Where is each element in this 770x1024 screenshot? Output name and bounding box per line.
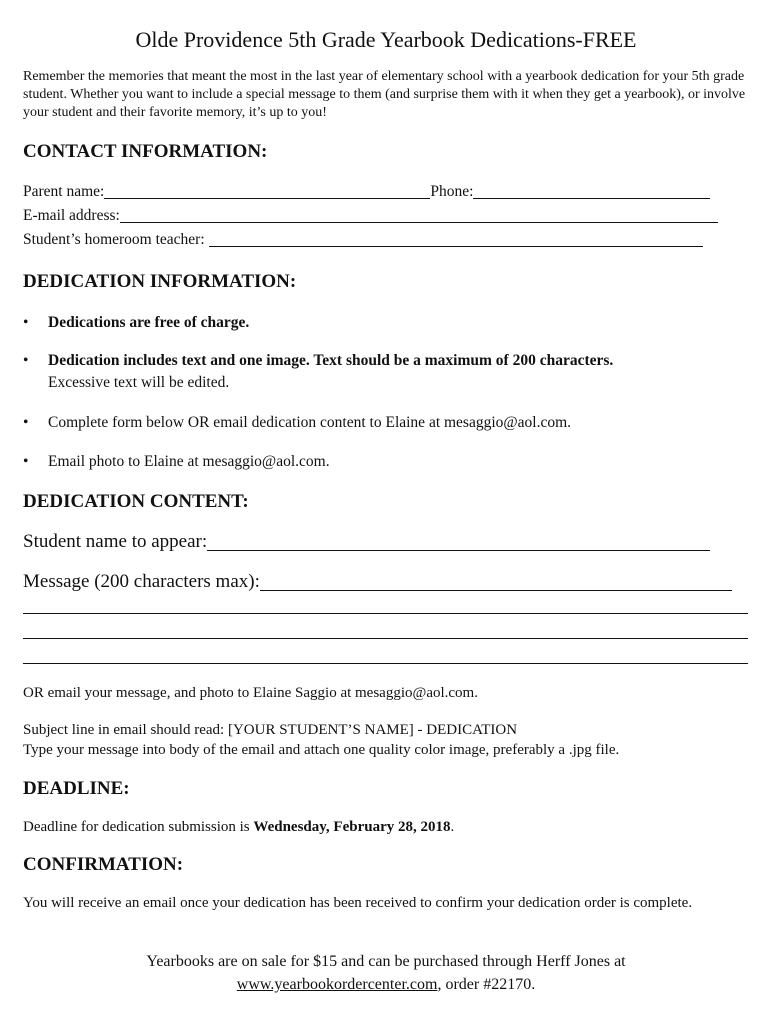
page-title: Olde Providence 5th Grade Yearbook Dedications-FREE xyxy=(135,27,637,52)
type-message-text: Type your message into body of the email and attach one quality color image, preferably a .jpg file. xyxy=(23,742,620,758)
teacher-row xyxy=(23,228,703,250)
parent-name-label: Parent name: xyxy=(23,183,105,200)
message-line-4[interactable] xyxy=(23,663,748,664)
parent-phone-row xyxy=(23,180,710,202)
bullet-text: Dedications are free of charge. xyxy=(48,314,250,331)
bullet-icon: • xyxy=(23,352,29,369)
subject-line-text: Subject line in email should read: [YOUR STUDENT’S NAME] - DEDICATION xyxy=(23,722,518,738)
dedication-info-heading: DEDICATION INFORMATION: xyxy=(23,271,297,292)
message-line-2[interactable] xyxy=(23,613,748,614)
bullet-rest-text: Excessive text will be edited. xyxy=(48,374,230,391)
deadline-suffix: . xyxy=(450,819,455,835)
message-field[interactable] xyxy=(260,570,732,591)
dedication-content-heading: DEDICATION CONTENT: xyxy=(23,491,249,512)
message-row xyxy=(23,570,732,594)
confirmation-text: You will receive an email once your dedication has been received to confirm your dedication order is complete. xyxy=(23,895,693,911)
phone-field[interactable] xyxy=(473,182,710,199)
order-center-link[interactable]: www.yearbookordercenter.com xyxy=(236,976,438,993)
footer-line: Yearbooks are on sale for $15 and can be purchased through Herff Jones at xyxy=(146,953,626,970)
bullet-text xyxy=(48,350,738,394)
student-name-row xyxy=(23,530,710,554)
deadline-heading: DEADLINE: xyxy=(23,778,130,799)
bullet-text: Email photo to Elaine at mesaggio@aol.com. xyxy=(48,453,330,470)
message-line-3[interactable] xyxy=(23,638,748,639)
email-row xyxy=(23,204,718,226)
teacher-field[interactable] xyxy=(209,230,703,247)
bullet-icon: • xyxy=(23,453,29,470)
deadline-prefix: Deadline for dedication submission is xyxy=(23,819,254,835)
deadline-text xyxy=(23,817,749,837)
student-name-field[interactable] xyxy=(207,530,710,551)
footer-link-line xyxy=(23,973,749,996)
parent-name-field[interactable] xyxy=(104,182,430,199)
bullet-icon: • xyxy=(23,314,29,331)
or-email-text: OR email your message, and photo to Elaine Saggio at mesaggio@aol.com. xyxy=(23,685,478,701)
confirmation-heading: CONFIRMATION: xyxy=(23,854,184,875)
message-label: Message (200 characters max): xyxy=(23,571,260,592)
phone-label: Phone: xyxy=(430,183,474,200)
bullet-bold-text: Dedication includes text and one image. Text should be a maximum of 200 characters. xyxy=(48,352,614,369)
intro-paragraph: Remember the memories that meant the most in the last year of elementary school with a yearbook dedication for your 5th grade student. Whether you want to include a special message to them (and surprise them with it when they get a yearbook), or involve your student and their favorite memory, it’s up to you! xyxy=(23,69,746,120)
bullet-icon: • xyxy=(23,414,29,431)
student-name-label: Student name to appear: xyxy=(23,531,208,552)
teacher-label: Student’s homeroom teacher: xyxy=(23,231,205,248)
deadline-date: Wednesday, February 28, 2018 xyxy=(253,819,451,835)
email-field[interactable] xyxy=(120,206,718,223)
contact-heading: CONTACT INFORMATION: xyxy=(23,141,268,162)
order-number-text: , order #22170. xyxy=(437,976,536,993)
email-label: E-mail address: xyxy=(23,207,120,224)
bullet-text: Complete form below OR email dedication content to Elaine at mesaggio@aol.com. xyxy=(48,414,572,431)
footer xyxy=(23,950,749,996)
